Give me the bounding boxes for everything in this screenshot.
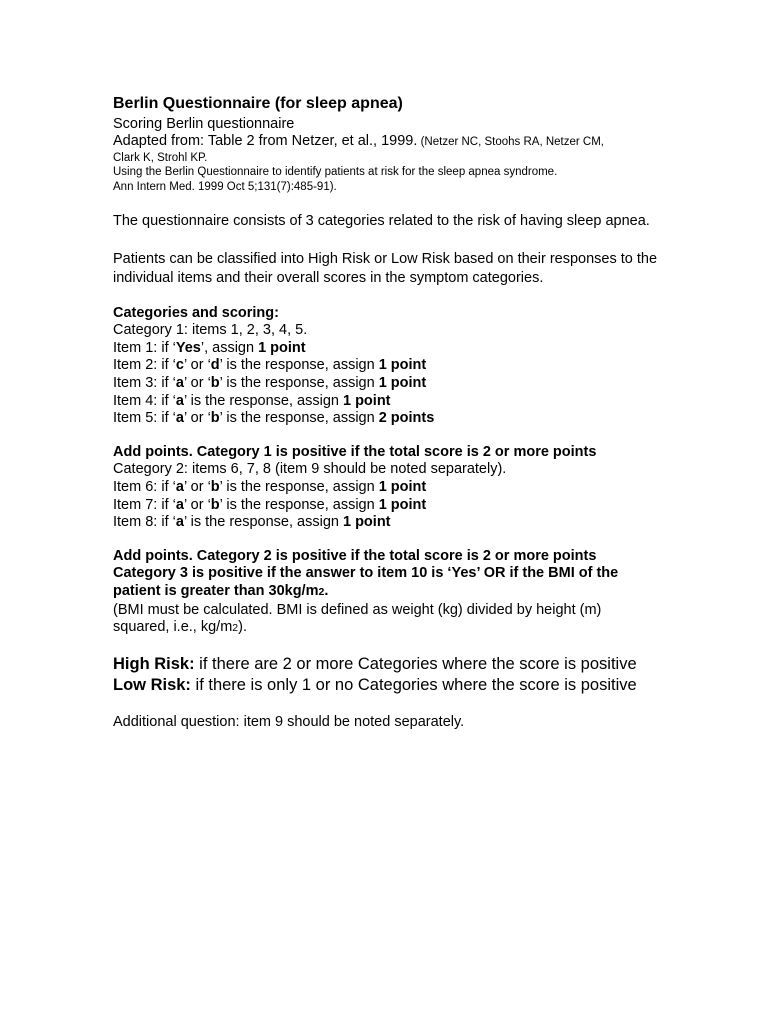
- document-subtitle: Scoring Berlin questionnaire: [113, 116, 295, 132]
- item-option: a: [175, 392, 184, 409]
- item-points: 1 point: [378, 478, 427, 495]
- category-1-rule: Add points. Category 1 is positive if the total score is 2 or more points: [113, 443, 597, 460]
- high-risk-label: High Risk:: [113, 654, 195, 673]
- category-1-item: [113, 340, 713, 358]
- low-risk-text: if there is only 1 or no Categories where the score is positive: [190, 675, 637, 694]
- item-points: 1 point: [342, 514, 391, 531]
- low-risk-definition: [113, 675, 713, 696]
- item-points: 1 point: [342, 392, 391, 409]
- reference-authors: (Netzer NC, Stoohs RA, Netzer CM,: [417, 136, 605, 148]
- category-2-item: [113, 479, 713, 497]
- category-1-item: [113, 410, 713, 428]
- item-text: ’ is the response, assign: [219, 357, 379, 374]
- item-text: Item 1: if ‘: [113, 339, 176, 356]
- item-option: b: [210, 410, 220, 427]
- category-1-item: [113, 393, 713, 411]
- item-text: ’ is the response, assign: [219, 374, 379, 391]
- scoring-heading: Categories and scoring:: [113, 304, 279, 321]
- item-points: 2 points: [378, 410, 435, 427]
- bmi-note-line-1: (BMI must be calculated. BMI is defined as weight (kg) divided by height (m): [113, 601, 602, 618]
- item-text: Item 4: if ‘: [113, 392, 176, 409]
- document-content: [113, 94, 713, 731]
- category-1-item: [113, 375, 713, 393]
- item-text: Item 3: if ‘: [113, 374, 176, 391]
- additional-question-note: Additional question: item 9 should be noted separately.: [113, 713, 465, 730]
- item-text: Item 2: if ‘: [113, 357, 176, 374]
- item-text: ’ or ‘: [183, 410, 211, 427]
- adapted-from-line: [113, 133, 713, 151]
- item-text: ’ is the response, assign: [183, 392, 343, 409]
- category-1-intro: Category 1: items 1, 2, 3, 4, 5.: [113, 322, 308, 339]
- item-text: ’ is the response, assign: [219, 496, 379, 513]
- item-option: Yes: [175, 339, 201, 356]
- item-text: ’ is the response, assign: [183, 514, 343, 531]
- item-option: a: [175, 514, 184, 531]
- item-points: 1 point: [378, 357, 427, 374]
- category-1-item: [113, 357, 713, 375]
- item-text: Item 5: if ‘: [113, 410, 176, 427]
- item-option: c: [175, 357, 184, 374]
- reference-title: Using the Berlin Questionnaire to identify patients at risk for the sleep apnea syndrome.: [113, 166, 558, 179]
- item-text: ’ is the response, assign: [219, 410, 379, 427]
- bmi-note-end: ).: [238, 619, 247, 636]
- high-risk-definition: [113, 654, 713, 675]
- item-text: ’, assign: [200, 339, 259, 356]
- item-text: ’ or ‘: [183, 496, 211, 513]
- adapted-from-text: Adapted from: Table 2 from Netzer, et al., 1999.: [113, 133, 418, 149]
- item-option: b: [210, 374, 220, 391]
- item-text: ’ or ‘: [183, 357, 211, 374]
- item-option: b: [210, 478, 220, 495]
- category-1-items: [113, 340, 713, 428]
- item-text: Item 6: if ‘: [113, 478, 176, 495]
- item-text: ’ is the response, assign: [219, 478, 379, 495]
- item-option: a: [175, 496, 184, 513]
- item-text: ’ or ‘: [183, 478, 211, 495]
- item-points: 1 point: [378, 374, 427, 391]
- low-risk-label: Low Risk:: [113, 675, 191, 694]
- bmi-note-text: squared, i.e., kg/m: [113, 619, 233, 636]
- item-text: ’ or ‘: [183, 374, 211, 391]
- item-text: Item 8: if ‘: [113, 514, 176, 531]
- reference-journal: Ann Intern Med. 1999 Oct 5;131(7):485-91).: [113, 180, 337, 193]
- bmi-note-superscript: 2: [232, 622, 239, 635]
- category-3-rule-superscript: 2: [318, 585, 325, 598]
- category-2-intro: Category 2: items 6, 7, 8 (item 9 should be noted separately).: [113, 461, 507, 478]
- category-3-rule-text: patient is greater than 30kg/m: [113, 582, 319, 599]
- document-title: Berlin Questionnaire (for sleep apnea): [113, 95, 403, 112]
- category-3-rule-line-2: [113, 583, 713, 602]
- item-option: d: [210, 357, 220, 374]
- intro-paragraph-1: The questionnaire consists of 3 categories related to the risk of having sleep apnea.: [113, 213, 650, 230]
- item-points: 1 point: [258, 339, 306, 356]
- high-risk-text: if there are 2 or more Categories where the score is positive: [194, 654, 637, 673]
- item-text: Item 7: if ‘: [113, 496, 176, 513]
- category-2-item: [113, 514, 713, 532]
- item-option: a: [175, 478, 184, 495]
- item-points: 1 point: [378, 496, 427, 513]
- reference-authors-cont: Clark K, Strohl KP.: [113, 151, 208, 164]
- bmi-note-line-2: [113, 619, 713, 638]
- category-3-rule-end: .: [324, 582, 329, 599]
- item-option: a: [175, 374, 184, 391]
- category-2-item: [113, 497, 713, 515]
- intro-paragraph-2: Patients can be classified into High Risk or Low Risk based on their responses to the individual items and their overall scores in the symptom categories.: [113, 250, 658, 287]
- category-3-rule-line-1: Category 3 is positive if the answer to item 10 is ‘Yes’ OR if the BMI of the: [113, 565, 619, 582]
- item-option: b: [210, 496, 220, 513]
- item-option: a: [175, 410, 184, 427]
- category-2-rule: Add points. Category 2 is positive if the total score is 2 or more points: [113, 547, 597, 564]
- category-2-items: [113, 479, 713, 532]
